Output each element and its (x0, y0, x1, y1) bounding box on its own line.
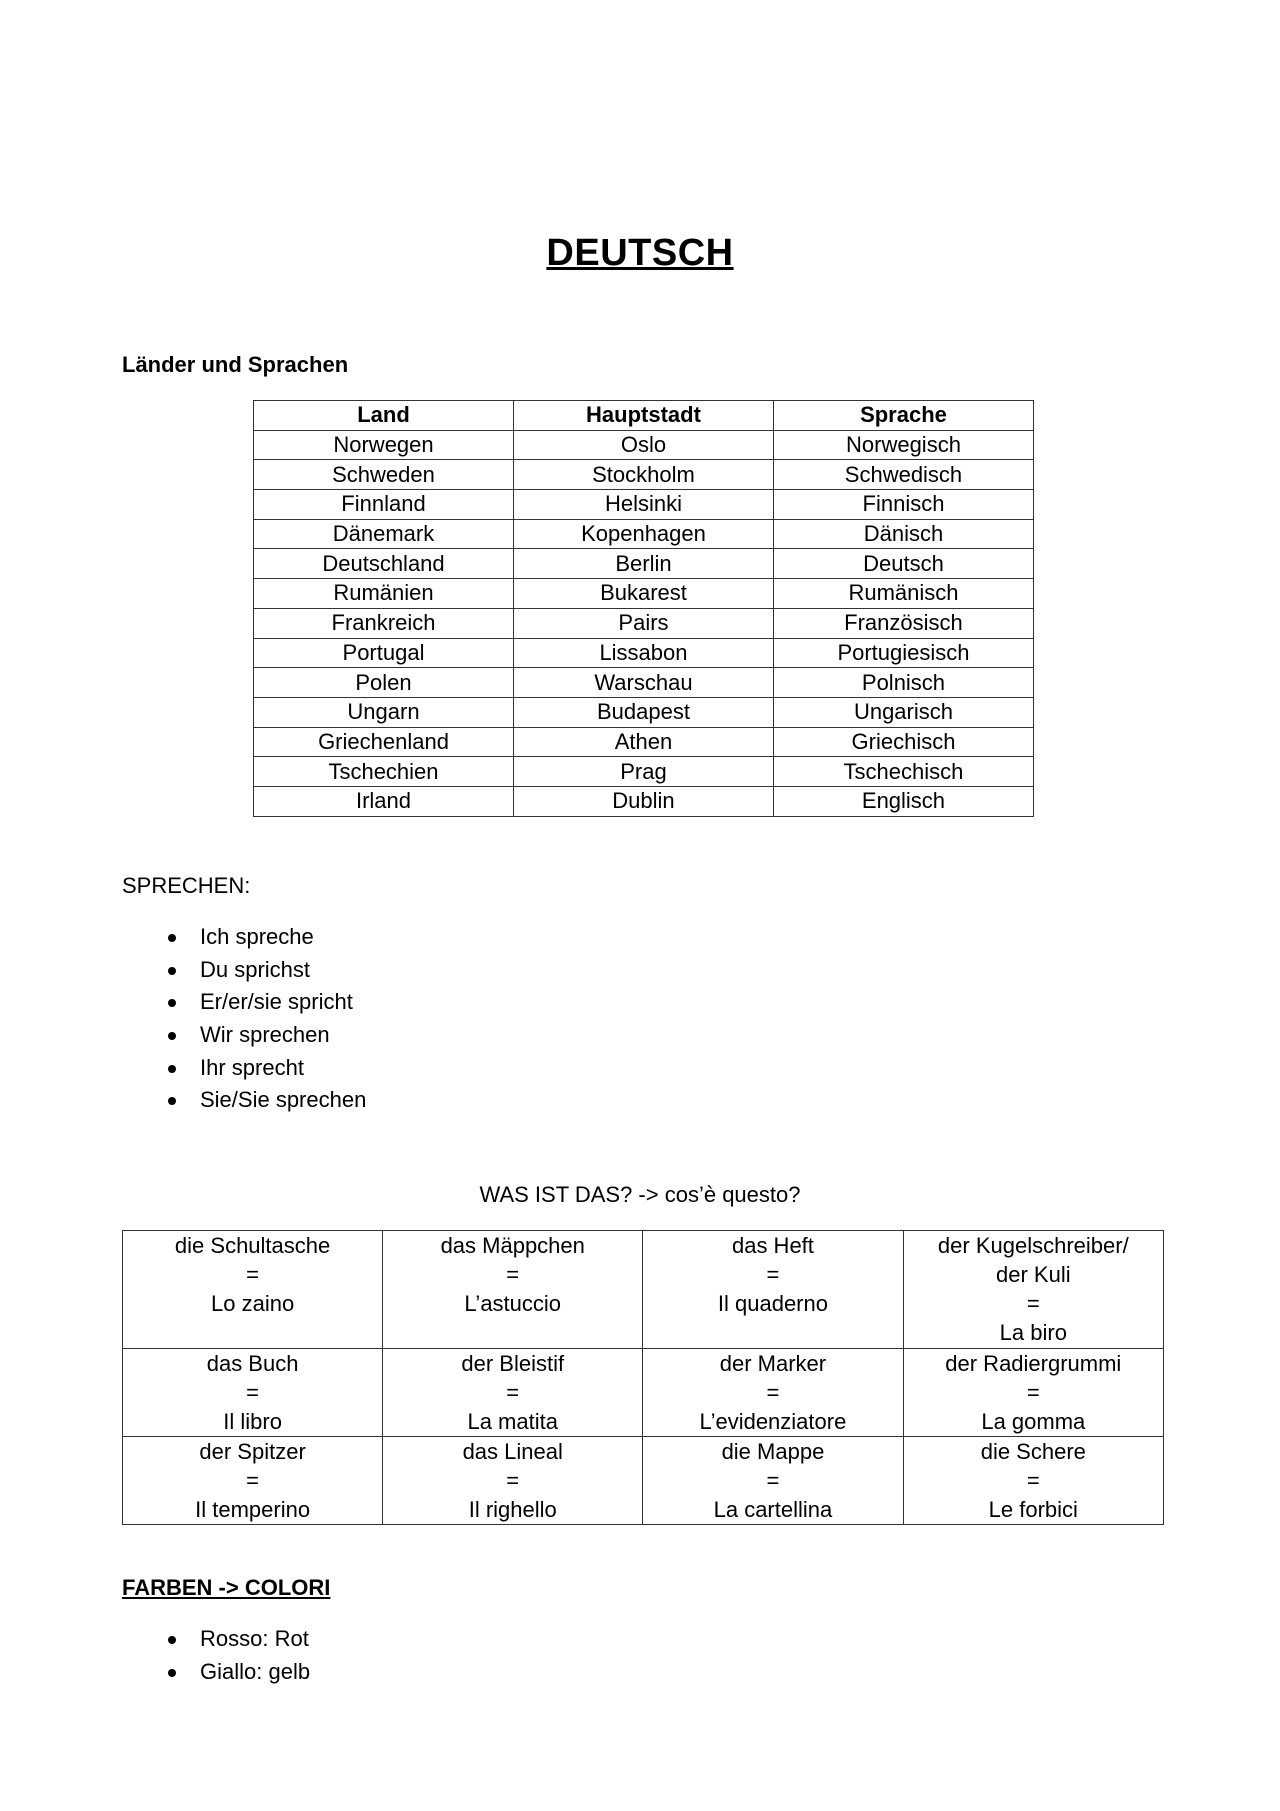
vocab-cell-line: das Lineal (462, 1439, 563, 1464)
table-cell: Irland (254, 786, 514, 816)
vocab-cell-line: = (1026, 1291, 1040, 1316)
table-cell: Französisch (773, 608, 1033, 638)
column-header-hauptstadt: Hauptstadt (514, 401, 774, 431)
vocab-cell-line: = (246, 1468, 260, 1493)
table-row (254, 638, 1034, 668)
table-cell: Englisch (773, 786, 1033, 816)
vocab-cell-line: La biro (999, 1320, 1067, 1345)
vocab-cell-line: Il quaderno (717, 1291, 828, 1316)
table-row (254, 519, 1034, 549)
table-cell: Schweden (254, 460, 514, 490)
vocab-cell-line: = (506, 1380, 520, 1405)
vocab-cell-line: der Kuli (996, 1262, 1071, 1287)
vocab-cell-line: = (766, 1262, 780, 1287)
table-cell: Lissabon (514, 638, 774, 668)
vocab-cell-line: der Spitzer (199, 1439, 306, 1464)
list-item: Ich spreche (168, 921, 366, 954)
vocab-cell-line: La matita (467, 1409, 558, 1434)
vocab-cell (643, 1231, 903, 1349)
vocab-cell-line: die Mappe (721, 1439, 825, 1464)
table-cell: Finnland (254, 490, 514, 520)
table-cell: Schwedisch (773, 460, 1033, 490)
vocab-cell-line: das Heft (731, 1233, 814, 1258)
table-cell: Stockholm (514, 460, 774, 490)
table-cell: Ungarn (254, 697, 514, 727)
vocab-cell-line: Il righello (468, 1497, 557, 1522)
vocab-cell-line: = (766, 1468, 780, 1493)
table-cell: Oslo (514, 430, 774, 460)
table-cell: Norwegisch (773, 430, 1033, 460)
table-cell: Dublin (514, 786, 774, 816)
vocab-cell (383, 1231, 643, 1349)
vocab-cell-line: = (1026, 1468, 1040, 1493)
vocab-cell-line: L’evidenziatore (699, 1409, 847, 1434)
table-row (254, 579, 1034, 609)
vocab-cell-line: der Marker (719, 1351, 827, 1376)
table-row (254, 757, 1034, 787)
vocab-cell-line: der Bleistif (461, 1351, 565, 1376)
table-cell: Kopenhagen (514, 519, 774, 549)
table-cell: Frankreich (254, 608, 514, 638)
vocab-cell (903, 1437, 1163, 1525)
vocab-cell-line: Le forbici (988, 1497, 1078, 1522)
table-row (254, 490, 1034, 520)
vocab-cell-line: L’astuccio (464, 1291, 562, 1316)
table-cell: Polnisch (773, 668, 1033, 698)
table-cell: Helsinki (514, 490, 774, 520)
vocab-cell-line: La gomma (981, 1409, 1086, 1434)
vocab-cell (123, 1231, 383, 1349)
vocab-cell-line: = (246, 1262, 260, 1287)
table-cell: Dänisch (773, 519, 1033, 549)
table-cell: Deutschland (254, 549, 514, 579)
vocab-cell (383, 1437, 643, 1525)
table-cell: Budapest (514, 697, 774, 727)
column-header-sprache: Sprache (773, 401, 1033, 431)
section-heading-sprechen: SPRECHEN: (122, 873, 251, 898)
vocab-cell-line: die Schultasche (174, 1233, 331, 1258)
table-cell: Norwegen (254, 430, 514, 460)
vocab-cell (383, 1349, 643, 1437)
table-cell: Bukarest (514, 579, 774, 609)
vocab-cell (123, 1437, 383, 1525)
vocab-cell-line: = (1026, 1380, 1040, 1405)
sprechen-list (168, 921, 366, 1117)
vocab-cell (903, 1231, 1163, 1349)
vocab-cell-line: = (506, 1262, 520, 1287)
table-cell: Rumänien (254, 579, 514, 609)
countries-table (253, 400, 1034, 817)
vocab-cell-line: das Mäppchen (440, 1233, 585, 1258)
table-row (123, 1231, 1164, 1349)
list-item: Er/er/sie spricht (168, 986, 366, 1019)
table-row (254, 430, 1034, 460)
list-item: Giallo: gelb (168, 1656, 310, 1689)
vocab-cell-line: Il temperino (195, 1497, 311, 1522)
vocab-cell (643, 1349, 903, 1437)
table-row (254, 727, 1034, 757)
table-row (123, 1437, 1164, 1525)
table-cell: Polen (254, 668, 514, 698)
table-row (123, 1349, 1164, 1437)
vocab-cell-line: Il libro (223, 1409, 282, 1434)
table-cell: Portugal (254, 638, 514, 668)
vocab-cell-line: der Kugelschreiber/ (937, 1233, 1129, 1258)
vocab-cell-line: die Schere (980, 1439, 1086, 1464)
vocabulary-table (122, 1230, 1164, 1525)
table-row (254, 608, 1034, 638)
table-cell: Griechenland (254, 727, 514, 757)
table-cell: Dänemark (254, 519, 514, 549)
table-cell: Tschechisch (773, 757, 1033, 787)
list-item: Du sprichst (168, 954, 366, 987)
list-item: Wir sprechen (168, 1019, 366, 1052)
vocab-cell-line: = (246, 1380, 260, 1405)
table-row (254, 460, 1034, 490)
table-cell: Tschechien (254, 757, 514, 787)
section-heading-farben: FARBEN -> COLORI (122, 1575, 331, 1600)
table-row (254, 549, 1034, 579)
table-cell: Rumänisch (773, 579, 1033, 609)
vocab-cell-line: der Radiergrummi (945, 1351, 1122, 1376)
table-cell: Griechisch (773, 727, 1033, 757)
section-heading-was-ist-das: WAS IST DAS? -> cos’è questo? (479, 1182, 801, 1207)
vocab-cell-line: = (766, 1380, 780, 1405)
list-item: Rosso: Rot (168, 1623, 310, 1656)
table-cell: Berlin (514, 549, 774, 579)
table-cell: Ungarisch (773, 697, 1033, 727)
table-cell: Prag (514, 757, 774, 787)
table-cell: Deutsch (773, 549, 1033, 579)
column-header-land: Land (254, 401, 514, 431)
section-heading-countries: Länder und Sprachen (122, 352, 349, 377)
vocab-cell (903, 1349, 1163, 1437)
table-cell: Warschau (514, 668, 774, 698)
vocab-cell (643, 1437, 903, 1525)
vocab-cell-line: = (506, 1468, 520, 1493)
list-item: Sie/Sie sprechen (168, 1084, 366, 1117)
list-item: Ihr sprecht (168, 1052, 366, 1085)
table-row (254, 786, 1034, 816)
farben-list (168, 1623, 310, 1688)
vocab-cell-line: Lo zaino (211, 1291, 295, 1316)
vocab-cell (123, 1349, 383, 1437)
table-row (254, 697, 1034, 727)
table-header-row (254, 401, 1034, 431)
table-cell: Pairs (514, 608, 774, 638)
table-cell: Athen (514, 727, 774, 757)
table-cell: Finnisch (773, 490, 1033, 520)
vocab-cell-line: das Buch (206, 1351, 299, 1376)
vocab-cell-line: La cartellina (713, 1497, 833, 1522)
table-cell: Portugiesisch (773, 638, 1033, 668)
page-title: DEUTSCH (546, 232, 734, 274)
table-row (254, 668, 1034, 698)
